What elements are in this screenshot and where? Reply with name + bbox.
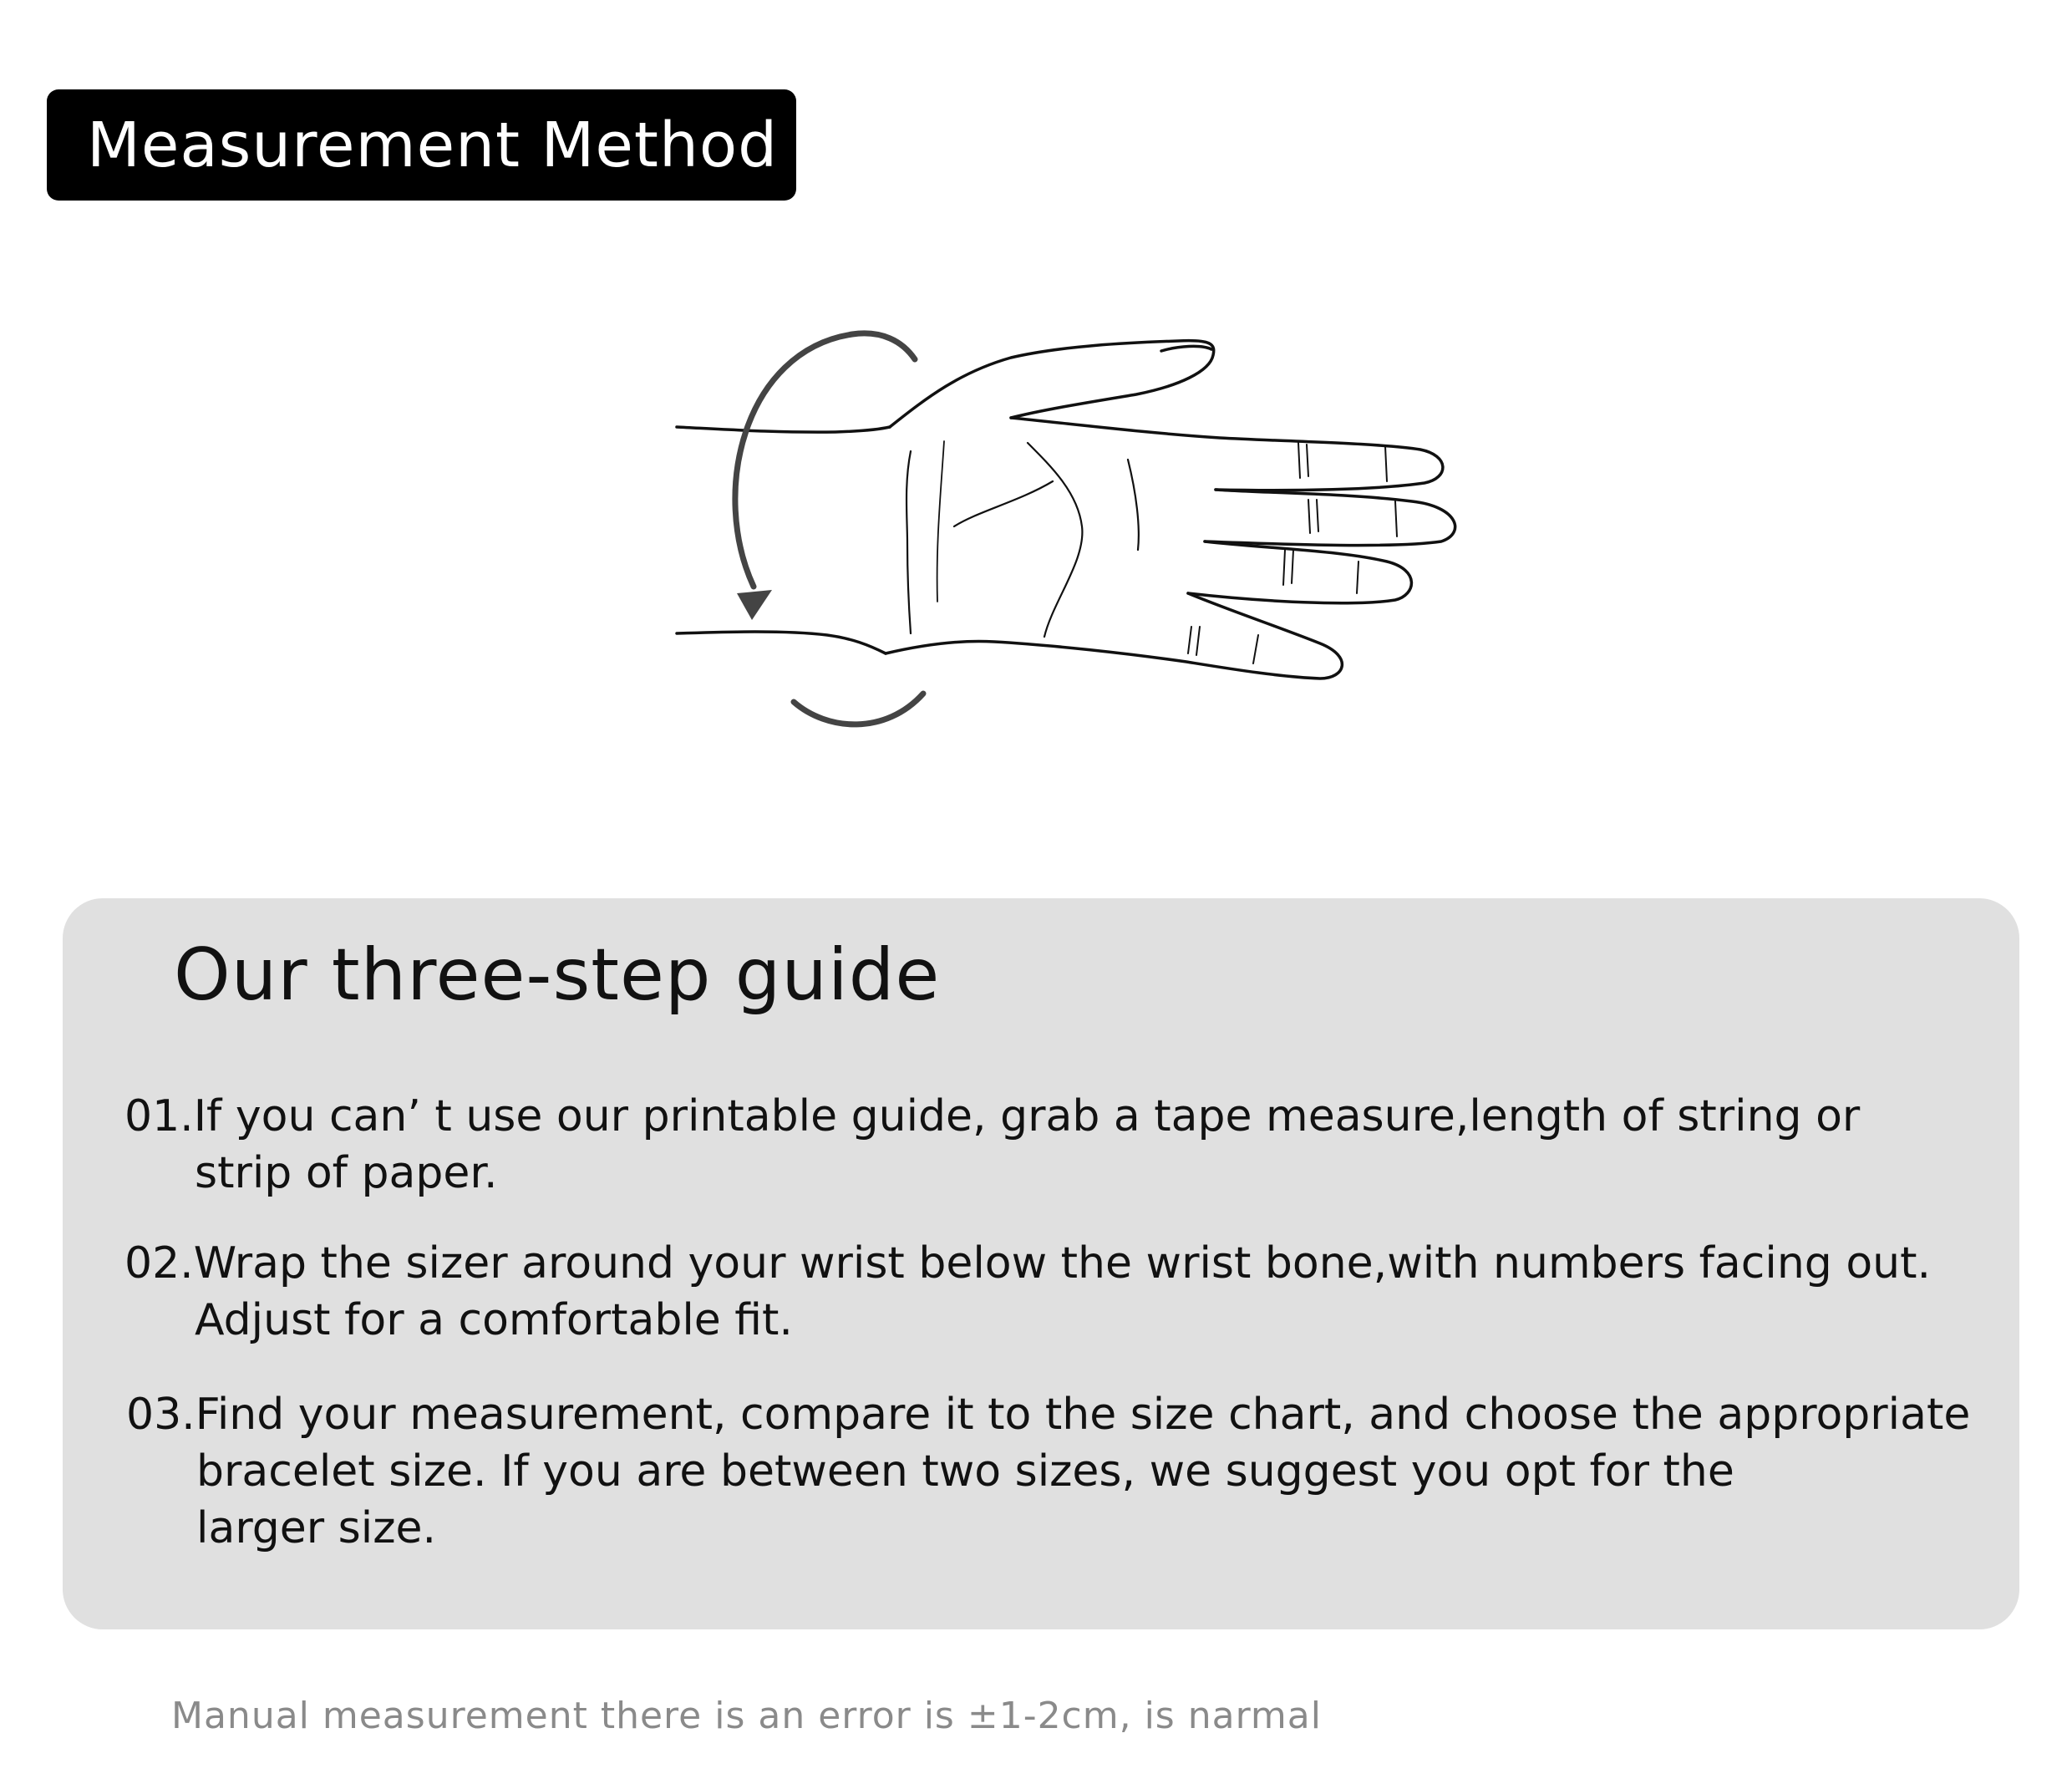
guide-step-1-line-2: strip of paper. xyxy=(195,1148,498,1198)
three-step-guide-panel xyxy=(63,898,2019,1629)
guide-step-3-line-2: bracelet size. If you are between two sizes, we suggest you opt for the xyxy=(196,1446,1734,1497)
guide-step-3-line-3: larger size. xyxy=(196,1503,437,1553)
guide-step-2-line-1: 02.Wrap the sizer around your wrist below the wrist bone,with numbers facing out. xyxy=(124,1238,1932,1288)
guide-step-2-line-2: Adjust for a comfortable fit. xyxy=(195,1295,793,1345)
hand-wrist-measure-icon xyxy=(660,326,1537,760)
guide-step-1 xyxy=(124,1088,1860,1202)
guide-step-3 xyxy=(126,1386,1970,1557)
guide-step-2 xyxy=(124,1235,1931,1349)
section-title-badge xyxy=(47,89,796,201)
guide-step-1-line-1: 01.If you can’ t use our printable guide, grab a tape measure,length of string or xyxy=(124,1091,1861,1141)
section-title: Measurement Method xyxy=(87,109,779,181)
guide-title: Our three-step guide xyxy=(174,933,941,1017)
guide-step-3-line-1: 03.Find your measurement, compare it to the size chart, and choose the appropriate xyxy=(126,1390,1971,1440)
measurement-error-note: Manual measurement there is an error is ±1-2cm, is narmal xyxy=(171,1695,1322,1737)
